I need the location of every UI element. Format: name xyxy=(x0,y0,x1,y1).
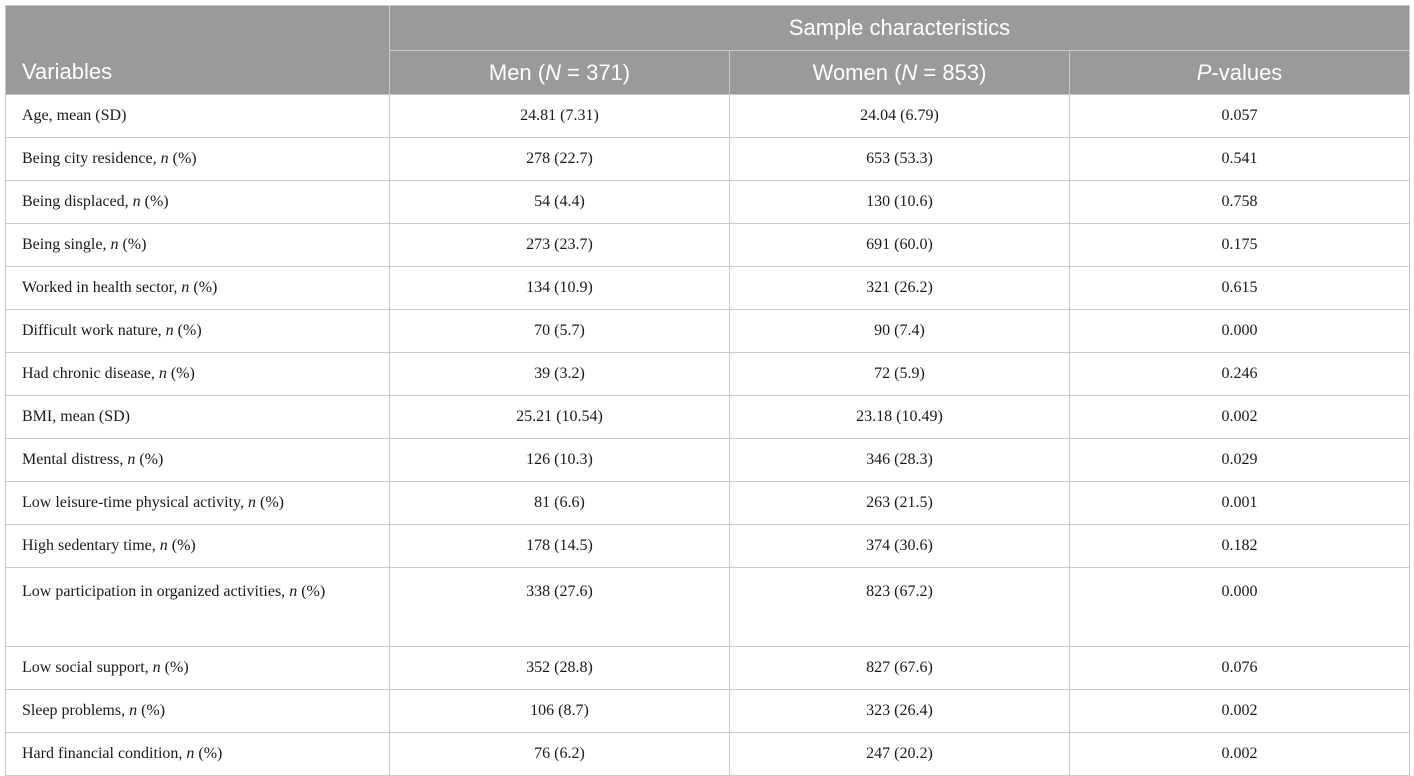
cell-p-value: 0.758 xyxy=(1070,181,1410,224)
table-body xyxy=(6,95,1410,776)
table-row xyxy=(6,267,1410,310)
cell-women: 72 (5.9) xyxy=(730,353,1070,396)
label-tail: (%) xyxy=(189,279,218,296)
label-tail: (%) xyxy=(194,745,223,762)
cell-men: 106 (8.7) xyxy=(390,690,730,733)
label-text: Difficult work nature, xyxy=(22,322,166,339)
cell-men: 278 (22.7) xyxy=(390,138,730,181)
cell-p-value: 0.541 xyxy=(1070,138,1410,181)
cell-women: 23.18 (10.49) xyxy=(730,396,1070,439)
label-n: n xyxy=(165,322,174,339)
header-men-n: N xyxy=(545,59,562,85)
cell-men: 178 (14.5) xyxy=(390,525,730,568)
row-variable-label xyxy=(6,224,390,267)
cell-men: 81 (6.6) xyxy=(390,482,730,525)
label-n: n xyxy=(289,583,298,600)
label-tail: (%) xyxy=(166,365,195,382)
label-tail: (%) xyxy=(168,150,197,167)
cell-women: 823 (67.2) xyxy=(730,568,1070,647)
label-tail: (%) xyxy=(256,494,284,511)
row-variable-label xyxy=(6,310,390,353)
row-variable-label xyxy=(6,181,390,224)
cell-p-value: 0.615 xyxy=(1070,267,1410,310)
label-tail: (%) xyxy=(118,236,147,253)
cell-p-value: 0.057 xyxy=(1070,95,1410,138)
cell-p-value: 0.000 xyxy=(1070,310,1410,353)
row-variable-label xyxy=(6,647,390,690)
label-n: n xyxy=(110,236,119,253)
header-women-prefix: Women ( xyxy=(812,59,902,85)
cell-men: 273 (23.7) xyxy=(390,224,730,267)
table-row xyxy=(6,647,1410,690)
table-row xyxy=(6,482,1410,525)
label-tail: (%) xyxy=(167,537,196,554)
label-text: Worked in health sector, xyxy=(22,279,182,296)
row-variable-label xyxy=(6,138,390,181)
cell-p-value: 0.002 xyxy=(1070,396,1410,439)
label-tail: (%) xyxy=(297,583,326,600)
label-text: Had chronic disease, xyxy=(22,365,159,382)
label-text: Hard financial condition, xyxy=(22,745,187,762)
cell-men: 25.21 (10.54) xyxy=(390,396,730,439)
header-p: P xyxy=(1196,59,1212,85)
label-n: n xyxy=(129,702,138,719)
header-women-n: N xyxy=(901,59,918,85)
header-variables: Variables xyxy=(6,6,390,95)
header-sample-characteristics: Sample characteristics xyxy=(390,6,1410,51)
row-variable-label xyxy=(6,690,390,733)
table-row xyxy=(6,439,1410,482)
cell-women: 130 (10.6) xyxy=(730,181,1070,224)
label-text: Age, mean (SD) xyxy=(22,107,127,124)
cell-men: 126 (10.3) xyxy=(390,439,730,482)
row-variable-label xyxy=(6,353,390,396)
table-header xyxy=(6,6,1410,95)
row-variable-label xyxy=(6,267,390,310)
cell-men: 24.81 (7.31) xyxy=(390,95,730,138)
cell-men: 134 (10.9) xyxy=(390,267,730,310)
cell-men: 338 (27.6) xyxy=(390,568,730,647)
cell-women: 653 (53.3) xyxy=(730,138,1070,181)
table-row xyxy=(6,138,1410,181)
label-text: Sleep problems, xyxy=(22,702,130,719)
cell-p-value: 0.076 xyxy=(1070,647,1410,690)
label-n: n xyxy=(152,659,161,676)
sample-characteristics-table xyxy=(5,5,1410,776)
label-n: n xyxy=(181,279,190,296)
label-text: Low leisure-time physical activity, xyxy=(22,494,249,511)
label-tail: (%) xyxy=(160,659,189,676)
cell-women: 321 (26.2) xyxy=(730,267,1070,310)
row-variable-label xyxy=(6,95,390,138)
cell-p-value: 0.182 xyxy=(1070,525,1410,568)
label-text: Low social support, xyxy=(22,659,153,676)
row-variable-label xyxy=(6,396,390,439)
cell-p-value: 0.000 xyxy=(1070,568,1410,647)
row-variable-label xyxy=(6,733,390,776)
cell-p-value: 0.246 xyxy=(1070,353,1410,396)
table-row xyxy=(6,525,1410,568)
cell-women: 247 (20.2) xyxy=(730,733,1070,776)
cell-women: 691 (60.0) xyxy=(730,224,1070,267)
label-n: n xyxy=(132,193,141,210)
label-text: Being displaced, xyxy=(22,193,133,210)
label-text: BMI, mean (SD) xyxy=(22,408,130,425)
cell-p-value: 0.029 xyxy=(1070,439,1410,482)
label-tail: (%) xyxy=(137,702,166,719)
table-row xyxy=(6,95,1410,138)
cell-p-value: 0.175 xyxy=(1070,224,1410,267)
header-p-values xyxy=(1070,51,1410,95)
table-row xyxy=(6,396,1410,439)
cell-women: 827 (67.6) xyxy=(730,647,1070,690)
table-row xyxy=(6,568,1410,647)
label-tail: (%) xyxy=(140,193,169,210)
label-n: n xyxy=(248,494,257,511)
header-p-suffix: -values xyxy=(1211,59,1283,85)
label-n: n xyxy=(127,451,136,468)
cell-men: 352 (28.8) xyxy=(390,647,730,690)
label-n: n xyxy=(158,365,167,382)
cell-women: 263 (21.5) xyxy=(730,482,1070,525)
header-men-prefix: Men ( xyxy=(488,59,546,85)
label-tail: (%) xyxy=(173,322,202,339)
cell-women: 90 (7.4) xyxy=(730,310,1070,353)
header-women-suffix: = 853) xyxy=(917,59,987,85)
label-n: n xyxy=(159,537,168,554)
label-text: Mental distress, xyxy=(22,451,128,468)
label-text: Being city residence, xyxy=(22,150,161,167)
row-variable-label xyxy=(6,439,390,482)
table-row xyxy=(6,353,1410,396)
header-women xyxy=(730,51,1070,95)
cell-men: 70 (5.7) xyxy=(390,310,730,353)
header-men xyxy=(390,51,730,95)
cell-p-value: 0.002 xyxy=(1070,690,1410,733)
table-row xyxy=(6,733,1410,776)
cell-women: 24.04 (6.79) xyxy=(730,95,1070,138)
cell-p-value: 0.002 xyxy=(1070,733,1410,776)
table-row xyxy=(6,310,1410,353)
label-tail: (%) xyxy=(135,451,164,468)
table-row xyxy=(6,690,1410,733)
label-n: n xyxy=(160,150,169,167)
cell-women: 346 (28.3) xyxy=(730,439,1070,482)
cell-p-value: 0.001 xyxy=(1070,482,1410,525)
cell-women: 323 (26.4) xyxy=(730,690,1070,733)
label-text: Low participation in organized activities, xyxy=(22,583,290,600)
cell-men: 76 (6.2) xyxy=(390,733,730,776)
cell-men: 54 (4.4) xyxy=(390,181,730,224)
label-n: n xyxy=(186,745,195,762)
table-row xyxy=(6,224,1410,267)
row-variable-label xyxy=(6,525,390,568)
cell-women: 374 (30.6) xyxy=(730,525,1070,568)
table-row xyxy=(6,181,1410,224)
label-text: Being single, xyxy=(22,236,111,253)
label-text: High sedentary time, xyxy=(22,537,160,554)
row-variable-label xyxy=(6,482,390,525)
row-variable-label xyxy=(6,568,390,647)
cell-men: 39 (3.2) xyxy=(390,353,730,396)
header-men-suffix: = 371) xyxy=(561,59,631,85)
